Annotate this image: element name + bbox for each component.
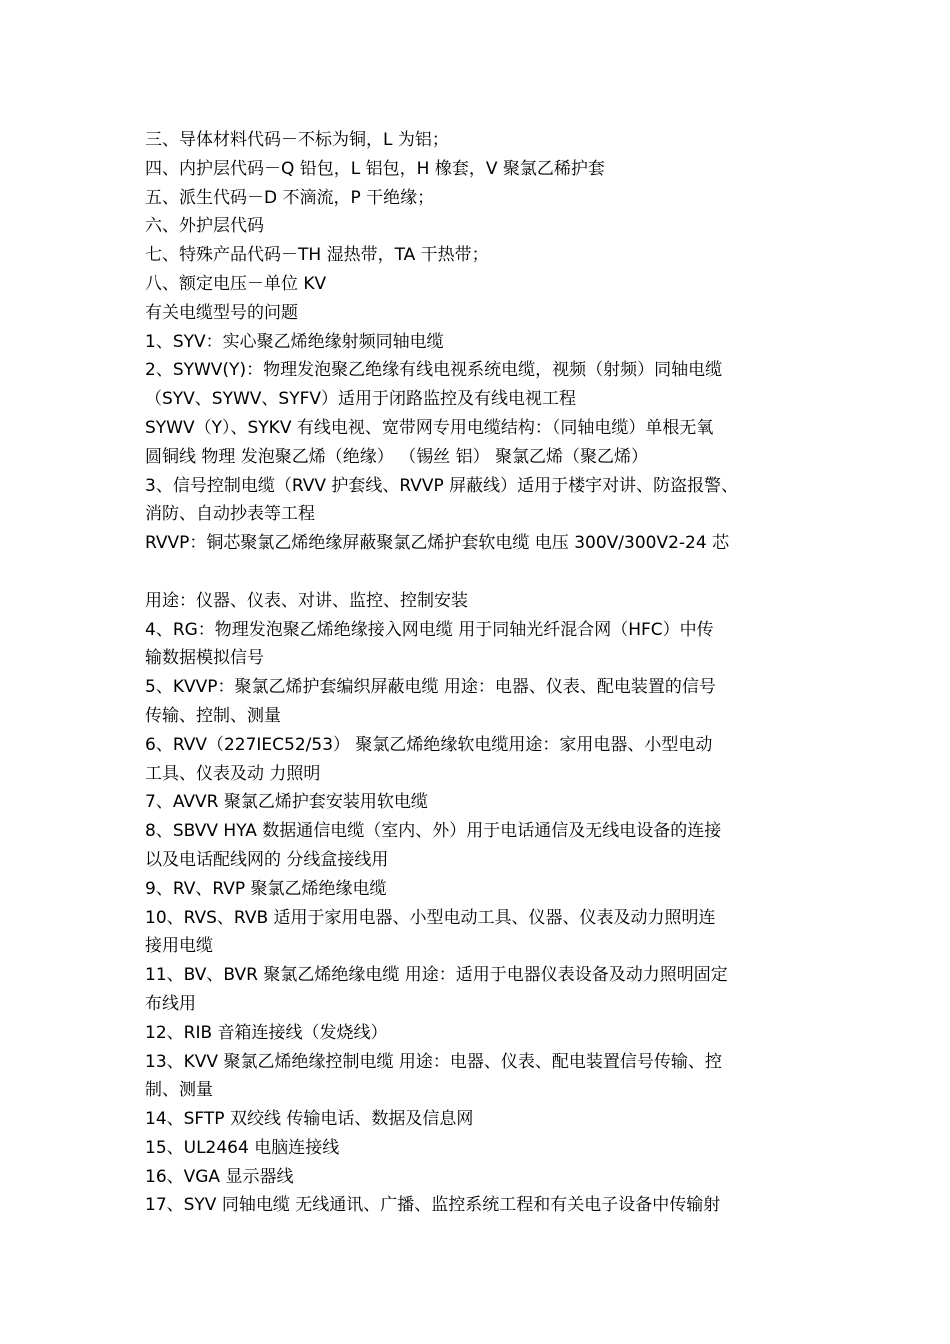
- text-line: 1、SYV：实心聚乙烯绝缘射频同轴电缆: [145, 331, 444, 352]
- text-line: 四、内护层代码－Q 铅包，L 铝包，H 橡套，V 聚氯乙稀护套: [145, 158, 605, 179]
- text-line: 七、特殊产品代码－TH 湿热带，TA 干热带；: [145, 245, 489, 266]
- text-line: 12、RIB 音箱连接线（发烧线）: [145, 1022, 388, 1043]
- text-line: 3、信号控制电缆（RVV 护套线、RVVP 屏蔽线）适用于楼宇对讲、防盗报警、: [145, 475, 739, 496]
- text-line: 传输、控制、测量: [145, 705, 281, 726]
- text-line: 4、RG：物理发泡聚乙烯绝缘接入网电缆 用于同轴光纤混合网（HFC）中传: [145, 619, 714, 640]
- text-line: 16、VGA 显示器线: [145, 1166, 294, 1187]
- document-body: [145, 126, 810, 1220]
- text-line: 八、额定电压－单位 KV: [145, 273, 327, 294]
- text-line: 13、KVV 聚氯乙烯绝缘控制电缆 用途：电器、仪表、配电装置信号传输、控: [145, 1051, 722, 1072]
- text-line: 接用电缆: [145, 936, 213, 957]
- text-line: 三、导体材料代码－不标为铜，L 为铝；: [145, 130, 449, 150]
- text-line: 14、SFTP 双绞线 传输电话、数据及信息网: [145, 1109, 474, 1130]
- text-line: 7、AVVR 聚氯乙烯护套安装用软电缆: [145, 792, 428, 813]
- text-line: 六、外护层代码: [145, 216, 264, 237]
- text-line: 输数据模拟信号: [145, 648, 264, 669]
- text-line: 9、RV、RVP 聚氯乙烯绝缘电缆: [145, 878, 387, 899]
- text-line: 10、RVS、RVB 适用于家用电器、小型电动工具、仪器、仪表及动力照明连: [145, 907, 716, 928]
- text-line: 用途：仪器、仪表、对讲、监控、控制安装: [145, 590, 468, 611]
- text-line: SYWV（Y）、SYKV 有线电视、宽带网专用电缆结构：（同轴电缆）单根无氧: [145, 417, 714, 438]
- text-line: （SYV、SYWV、SYFV）适用于闭路监控及有线电视工程: [145, 389, 577, 410]
- text-line: 5、KVVP：聚氯乙烯护套编织屏蔽电缆 用途：电器、仪表、配电装置的信号: [145, 677, 716, 698]
- text-line: 17、SYV 同轴电缆 无线通讯、广播、监控系统工程和有关电子设备中传输射: [145, 1195, 721, 1216]
- text-line: 布线用: [145, 993, 196, 1014]
- text-line: 15、UL2464 电脑连接线: [145, 1137, 340, 1158]
- text-line: 制、测量: [145, 1080, 213, 1101]
- text-line: 2、SYWV(Y)：物理发泡聚乙绝缘有线电视系统电缆，视频（射频）同轴电缆: [145, 360, 723, 381]
- text-line: 工具、仪表及动 力照明: [145, 763, 321, 784]
- text-line: 11、BV、BVR 聚氯乙烯绝缘电缆 用途：适用于电器仪表设备及动力照明固定: [145, 965, 728, 986]
- text-line: RVVP：铜芯聚氯乙烯绝缘屏蔽聚氯乙烯护套软电缆 电压 300V/300V2-24 芯: [145, 533, 730, 554]
- text-line: 消防、自动抄表等工程: [145, 504, 315, 525]
- text-line: 圆铜线 物理 发泡聚乙烯（绝缘） （锡丝 铝） 聚氯乙烯（聚乙烯）: [145, 446, 649, 467]
- text-line: 以及电话配线网的 分线盒接线用: [145, 849, 389, 870]
- text-line: 五、派生代码－D 不滴流，P 干绝缘；: [145, 187, 435, 208]
- section-heading: 有关电缆型号的问题: [145, 302, 298, 323]
- text-line: 8、SBVV HYA 数据通信电缆（室内、外）用于电话通信及无线电设备的连接: [145, 821, 722, 842]
- blank-line: [145, 558, 810, 587]
- text-line: 6、RVV（227IEC52/53） 聚氯乙烯绝缘软电缆用途：家用电器、小型电动: [145, 734, 713, 755]
